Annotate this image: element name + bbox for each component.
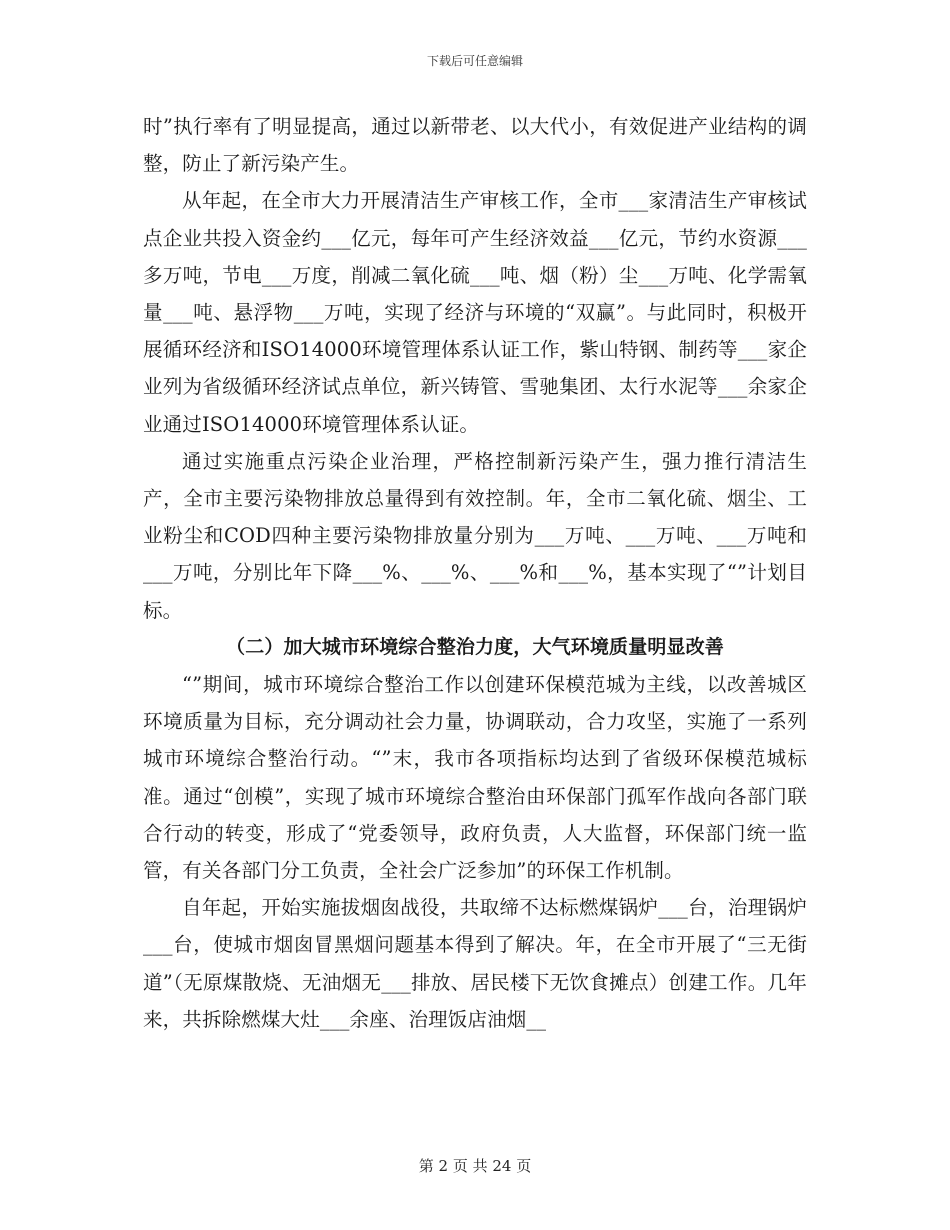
paragraph-emission-control: 通过实施重点污染企业治理，严格控制新污染产生，强力推行清洁生产，全市主要污染物排放总量得到有效控制。年，全市二氧化硫、烟尘、工业粉尘和COD四种主要污染物排放量分别为___万吨、___万吨、___万吨和___万吨，分别比年下降___%、___%、___%和___%，基本实现了“”计划目标。 [143,449,807,622]
document-body [143,108,807,1038]
page-header: 下载后可任意编辑 [426,54,523,68]
paragraph-chimney-campaign: 自年起，开始实施拔烟囱战役，共取缔不达标燃煤锅炉___台，治理锅炉___台，使城市烟囱冒黑烟问题基本得到了解决。年，在全市开展了“三无街道”（无原煤散烧、无油烟无___排放、居民楼下无饮食摊点）创建工作。几年来，共拆除燃煤大灶___余座、治理饭店油烟__ [143,896,807,1031]
paragraph-clean-production: 从年起，在全市大力开展清洁生产审核工作，全市___家清洁生产审核试点企业共投入资金约___亿元，每年可产生经济效益___亿元，节约水资源___多万吨，节电___万度，削减二氧化硫___吨、烟（粉）尘___万吨、化学需氧量___吨、悬浮物___万吨，实现了经济与环境的“双赢”。与此同时，积极开展循环经济和ISO14000环境管理体系认证工作，紫山特钢、制药等___家企业列为省级循环经济试点单位，新兴铸管、雪驰集团、太行水泥等___余家企业通过ISO14000环境管理体系认证。 [143,189,807,436]
paragraph-continuation: 时”执行率有了明显提高，通过以新带老、以大代小，有效促进产业结构的调整，防止了新污染产生。 [143,115,807,176]
page-footer: 第 2 页 共 24 页 [418,1157,532,1175]
paragraph-city-environment: “”期间，城市环境综合整治工作以创建环保模范城为主线，以改善城区环境质量为目标，充分调动社会力量，协调联动，合力攻坚，实施了一系列城市环境综合整治行动。“”末，我市各项指标均达到了省级环保模范城标准。通过“创模”，实现了城市环境综合整治由环保部门孤军作战向各部门联合行动的转变，形成了“党委领导，政府负责，人大监督，环保部门统一监管，有关各部门分工负责，全社会广泛参加”的环保工作机制。 [143,673,807,883]
section-heading: （二）加大城市环境综合整治力度，大气环境质量明显改善 [226,635,724,658]
